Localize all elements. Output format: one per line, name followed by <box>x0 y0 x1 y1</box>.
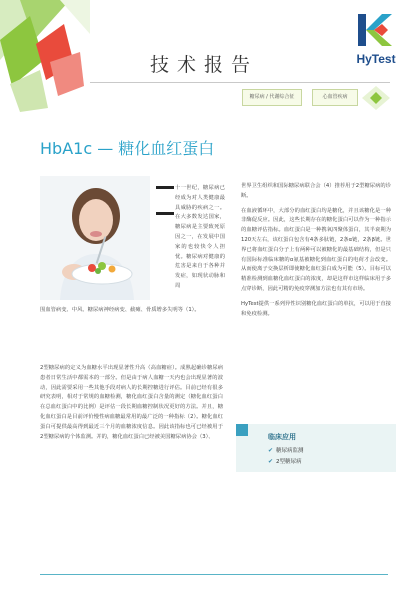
woman-eating-salad-icon <box>40 176 150 300</box>
hytest-logo-mark-icon <box>352 10 396 50</box>
clinical-item <box>268 457 302 465</box>
right-paragraph-1: 世界卫生组织和国际糖尿病联合会（4）推荐用于2型糖尿病的诊断。 <box>241 183 391 199</box>
intro-text-beside-photo: 十一世纪，糖尿病已经成为对人类健康最具威胁的疾病之一。在大多数发达国家，糖尿病是主要致死原因之一，在发展中国家的也较快令人担忧。糖尿病对健康的危害是来自于各种并发症，如现状动脉和周 <box>175 185 225 289</box>
tag-decoration <box>360 84 392 112</box>
left-column-paragraph: 2型糖尿病的定义为血糖水平出现显著性升高（高血糖症）。成熟起确诊糖尿病患者日常生活中都需本的一部分。但是由于病人血糖一天内也会出现显著的波动，因此需要采用一些其他手段对病人的长期控糖进行评估。目前已经有很多研究表明，相对于常规的血糖检测，糖化血红蛋白含量的测定（糖化血红蛋白在总血红蛋白中的比例）是评估一段长期血糖控制状况更好的方法。并且，糖化血红蛋白是目前评价慢性病血糖最常用的最广泛的一种指标（2）。糖化血红蛋白可提供最高得到最近三个月的血糖浓度信息。因此该指标也可已经被用于2型糖尿病的个体监测。并的，糖化血红蛋白已经被美国糖尿病协会（3）、 <box>40 365 223 440</box>
check-icon: ✔ <box>268 447 274 454</box>
clinical-title: 临床应用 <box>268 433 296 441</box>
box-corner-accent <box>236 424 248 436</box>
dropcap-glyph <box>156 182 174 222</box>
footer-divider <box>40 574 388 575</box>
category-tag-diabetes: 糖尿病 / 代谢综合征 <box>242 89 302 106</box>
page-title: 技术报告 <box>150 54 259 76</box>
article-title: HbA1c — 糖化血红蛋白 <box>40 139 215 158</box>
intro-text-continuation: 围血管病变、中风、糖尿病神经病变、截瘫、骨质增多失明等（1）。 <box>40 307 200 313</box>
clinical-item <box>268 446 304 454</box>
right-paragraph-2: 在血液循环中，大部分的血红蛋白均是糖化，并且该糖化是一种非酶促反应。因此，这些长期存在的糖化蛋白可以作为一种指示的血糖评估指标。血红蛋白是一种携氧四聚体蛋白，其半衰期为120天左右，该红蛋白包含有4条多肽链，2条α链，2条β链。世界已将血红蛋白分子上有两种可以被糖化的最基础结构，但是只有国际标准临床糖的α氨基被糖化到血红蛋白的电荷才会改变。从而使离子交换层析即使糖化血红蛋白成为可能（5）。目标可以精准检测到血糖化血红蛋白的浓度，却是这样市这样临床用于多点穿诊断，因此可精的免疫穿测加方法也有其有市场。 <box>241 207 391 292</box>
category-tag-cardio: 心血管疾病 <box>312 89 358 106</box>
corner-decoration <box>0 0 90 120</box>
title-divider <box>90 82 390 83</box>
clinical-item-label: 2型糖尿病 <box>276 459 302 465</box>
logo-wordmark: HyTest <box>356 52 396 66</box>
hytest-logo <box>346 10 406 76</box>
right-column <box>241 182 391 324</box>
article-photo <box>40 176 150 300</box>
clinical-application-box <box>236 424 396 472</box>
check-icon: ✔ <box>268 458 274 465</box>
clinical-item-label: 糖尿病监测 <box>276 448 304 454</box>
right-paragraph-3: HyTest提供一系列异性识别糖化血红蛋白的单抗，可以用于直接和免疫检测。 <box>241 300 391 317</box>
